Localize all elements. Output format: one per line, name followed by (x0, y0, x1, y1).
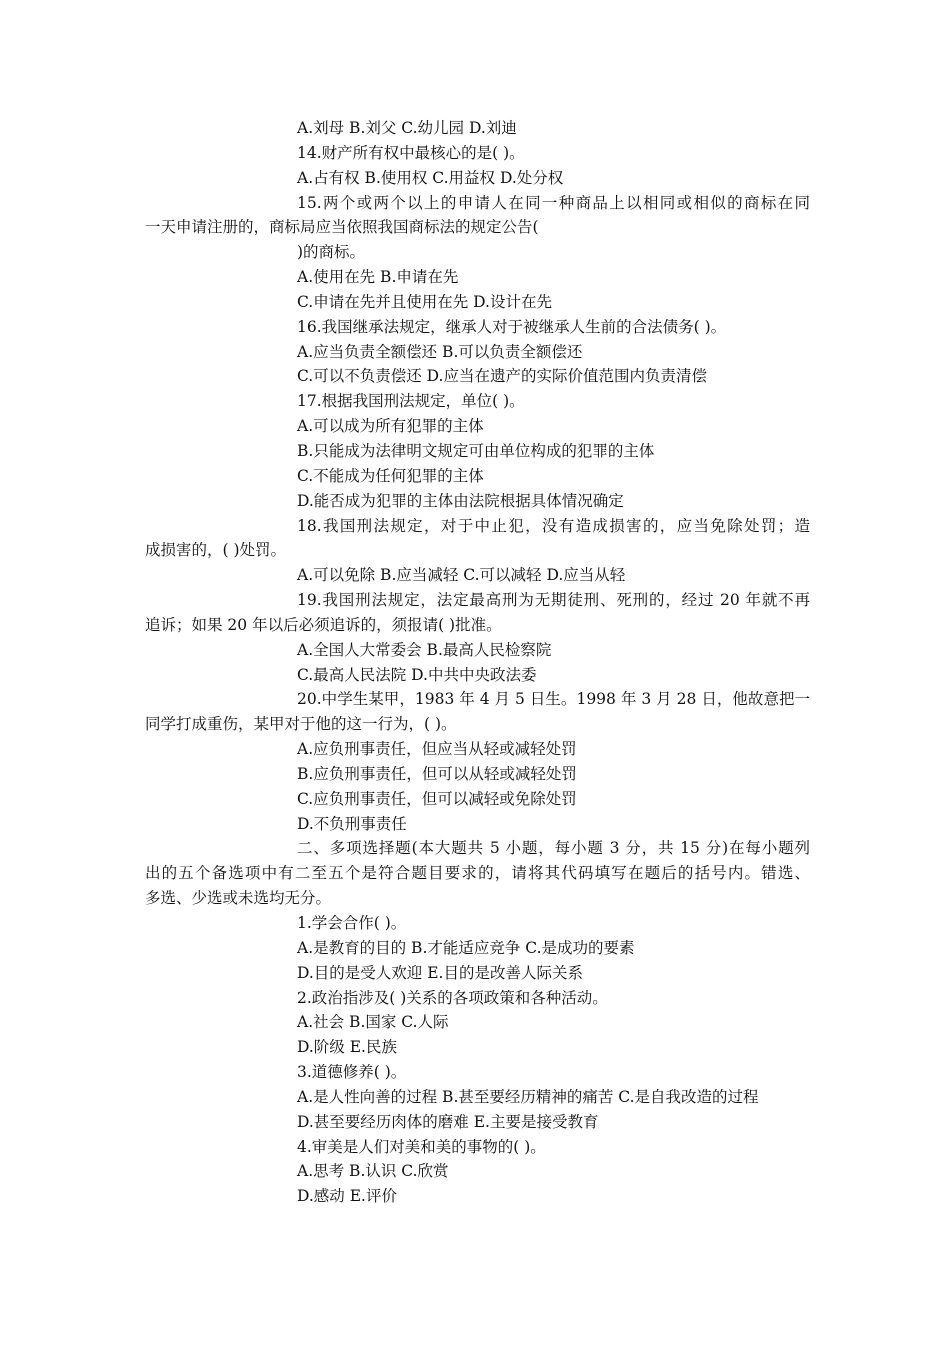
text-line: 17.根据我国刑法规定，单位( )。 (297, 392, 525, 411)
text-line: 一天申请注册的，商标局应当依照我国商标法的规定公告( (145, 218, 539, 237)
text-line: A.是教育的目的 B.才能适应竞争 C.是成功的要素 (297, 938, 635, 957)
text-line: D.甚至要经历肉体的磨难 E.主要是接受教育 (297, 1112, 599, 1131)
text-line: 20.中学生某甲，1983 年 4 月 5 日生。1998 年 3 月 28 日，他故意把一 (297, 690, 810, 709)
text-line: 19.我国刑法规定，法定最高刑为无期徒刑、死刑的，经过 20 年就不再 (297, 591, 810, 610)
text-line: A.社会 B.国家 C.人际 (297, 1013, 449, 1032)
text-line: C.最高人民法院 D.中共中央政法委 (297, 665, 537, 684)
text-line: 14.财产所有权中最核心的是( )。 (297, 143, 525, 162)
text-line: A.思考 B.认识 C.欣赏 (297, 1162, 449, 1181)
text-line: D.能否成为犯罪的主体由法院根据具体情况确定 (297, 491, 624, 510)
text-line: A.刘母 B.刘父 C.幼儿园 D.刘迪 (297, 119, 517, 137)
text-line: A.使用在先 B.申请在先 (297, 268, 459, 287)
text-line: C.不能成为任何犯罪的主体 (297, 466, 484, 485)
text-line: D.感动 E.评价 (297, 1187, 397, 1206)
text-line: )的商标。 (297, 243, 366, 262)
text-line: A.可以免除 B.应当减轻 C.可以减轻 D.应当从轻 (297, 566, 626, 585)
text-line: A.可以成为所有犯罪的主体 (297, 417, 484, 436)
text-line: C.应负刑事责任，但可以减轻或免除处罚 (297, 789, 577, 808)
text-line: A.是人性向善的过程 B.甚至要经历精神的痛苦 C.是自我改造的过程 (297, 1087, 759, 1106)
text-line: 15.两个或两个以上的申请人在同一种商品上以相同或相似的商标在同 (297, 193, 810, 212)
text-line: A.占有权 B.使用权 C.用益权 D.处分权 (297, 168, 564, 187)
text-line: B.应负刑事责任，但可以从轻或减轻处罚 (297, 764, 577, 783)
text-line: D.不负刑事责任 (297, 814, 407, 833)
text-line: 16.我国继承法规定，继承人对于被继承人生前的合法债务( )。 (297, 317, 727, 336)
text-line: 成损害的，( )处罚。 (145, 541, 287, 560)
text-line: 1.学会合作( )。 (297, 914, 407, 932)
text-line: 2.政治指涉及( )关系的各项政策和各种活动。 (297, 988, 608, 1007)
text-line: C.申请在先并且使用在先 D.设计在先 (297, 292, 552, 311)
text-line: C.可以不负责偿还 D.应当在遗产的实际价值范围内负责清偿 (297, 367, 707, 386)
text-line: 多选、少选或未选均无分。 (145, 889, 332, 908)
text-line: A.应当负责全额偿还 B.可以负责全额偿还 (297, 342, 583, 361)
text-line: B.只能成为法律明文规定可由单位构成的犯罪的主体 (297, 441, 655, 460)
text-line: 3.道德修养( )。 (297, 1063, 407, 1082)
text-line: 18.我国刑法规定，对于中止犯，没有造成损害的，应当免除处罚；造 (297, 516, 810, 535)
text-line: 追诉；如果 20 年以后必须追诉的，须报请( )批准。 (145, 615, 502, 634)
text-line: 4.审美是人们对美和美的事物的( )。 (297, 1137, 546, 1156)
document-body (145, 116, 810, 1209)
text-line: D.目的是受人欢迎 E.目的是改善人际关系 (297, 963, 583, 982)
text-line: 二、多项选择题(本大题共 5 小题，每小题 3 分，共 15 分)在每小题列 (297, 839, 810, 858)
text-line: A.全国人大常委会 B.最高人民检察院 (297, 640, 552, 659)
text-line: 同学打成重伤，某甲对于他的这一行为，( )。 (145, 715, 457, 734)
text-line: D.阶级 E.民族 (297, 1038, 397, 1057)
text-line: A.应负刑事责任，但应当从轻或减轻处罚 (297, 740, 577, 759)
text-line: 出的五个备选项中有二至五个是符合题目要求的，请将其代码填写在题后的括号内。错选、 (145, 864, 810, 883)
